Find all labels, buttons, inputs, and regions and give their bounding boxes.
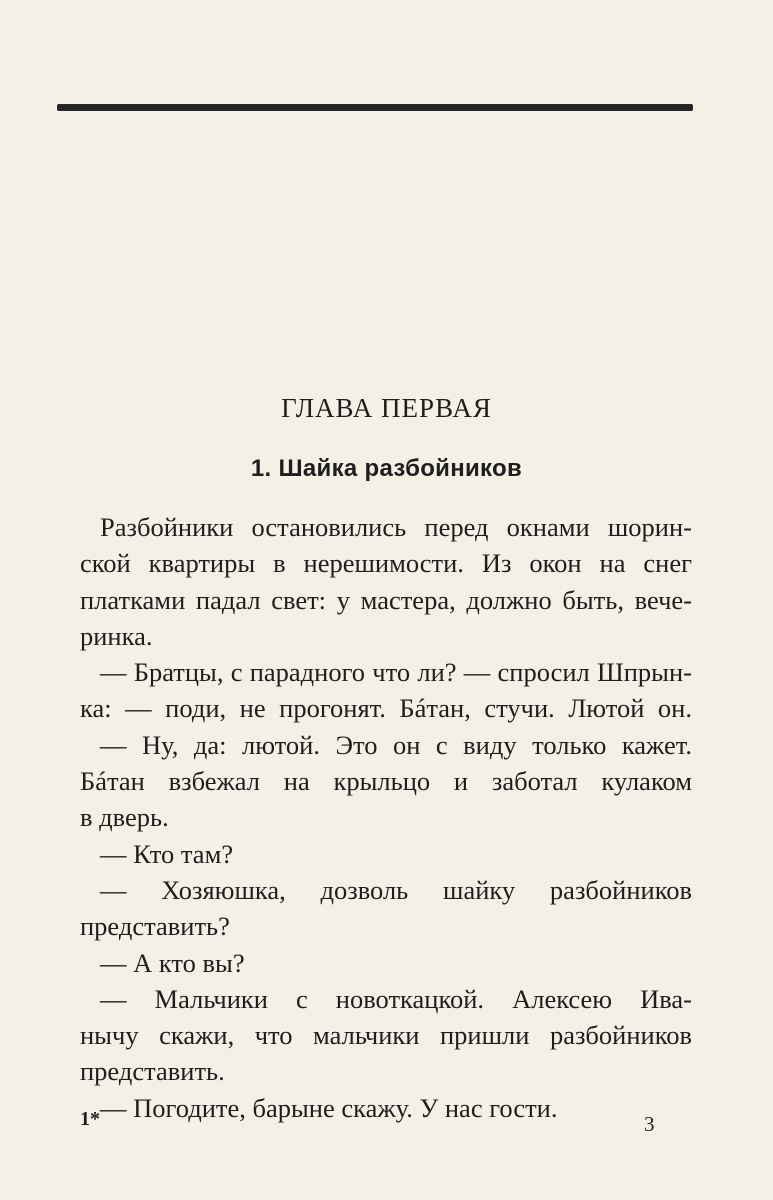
- text-line: представить.: [80, 1056, 225, 1087]
- text-line: — Мальчики с новоткацкой. Алексею Ива-: [100, 983, 692, 1014]
- text-line: представить?: [80, 911, 230, 942]
- header-rule: [57, 104, 693, 111]
- text-line: — Погодите, барыне скажу. У нас гости.: [100, 1092, 558, 1123]
- text-line: ской квартиры в нерешимости. Из окон на снег: [80, 548, 692, 579]
- text-line: нычу скажи, что мальчики пришли разбойников: [80, 1020, 692, 1051]
- text-line: — Ну, да: лютой. Это он с виду только кажет.: [100, 729, 692, 760]
- text-line: — А кто вы?: [100, 947, 245, 978]
- page-number: 3: [644, 1112, 655, 1136]
- body-text: [80, 509, 692, 1126]
- text-line: ринка.: [80, 620, 153, 651]
- section-title: 1. Шайка разбойников: [250, 455, 523, 482]
- chapter-heading: ГЛАВА ПЕРВАЯ: [281, 393, 492, 423]
- text-line: — Кто там?: [100, 838, 234, 869]
- text-line: — Хозяюшка, дозволь шайку разбойников: [100, 874, 692, 905]
- text-line: Бáтан взбежал на крыльцо и заботал кулаком: [80, 766, 692, 797]
- text-line: ка: — поди, не прогонят. Бáтан, стучи. Лютой он.: [80, 693, 692, 724]
- text-line: Разбойники остановились перед окнами шорин-: [100, 512, 692, 542]
- printer-signature: 1*: [80, 1108, 100, 1130]
- text-line: в дверь.: [80, 802, 169, 833]
- text-line: — Братцы, с парадного что ли? — спросил Шпрын-: [100, 657, 692, 688]
- text-line: платками падал свет: у мастера, должно быть, вече-: [80, 584, 692, 615]
